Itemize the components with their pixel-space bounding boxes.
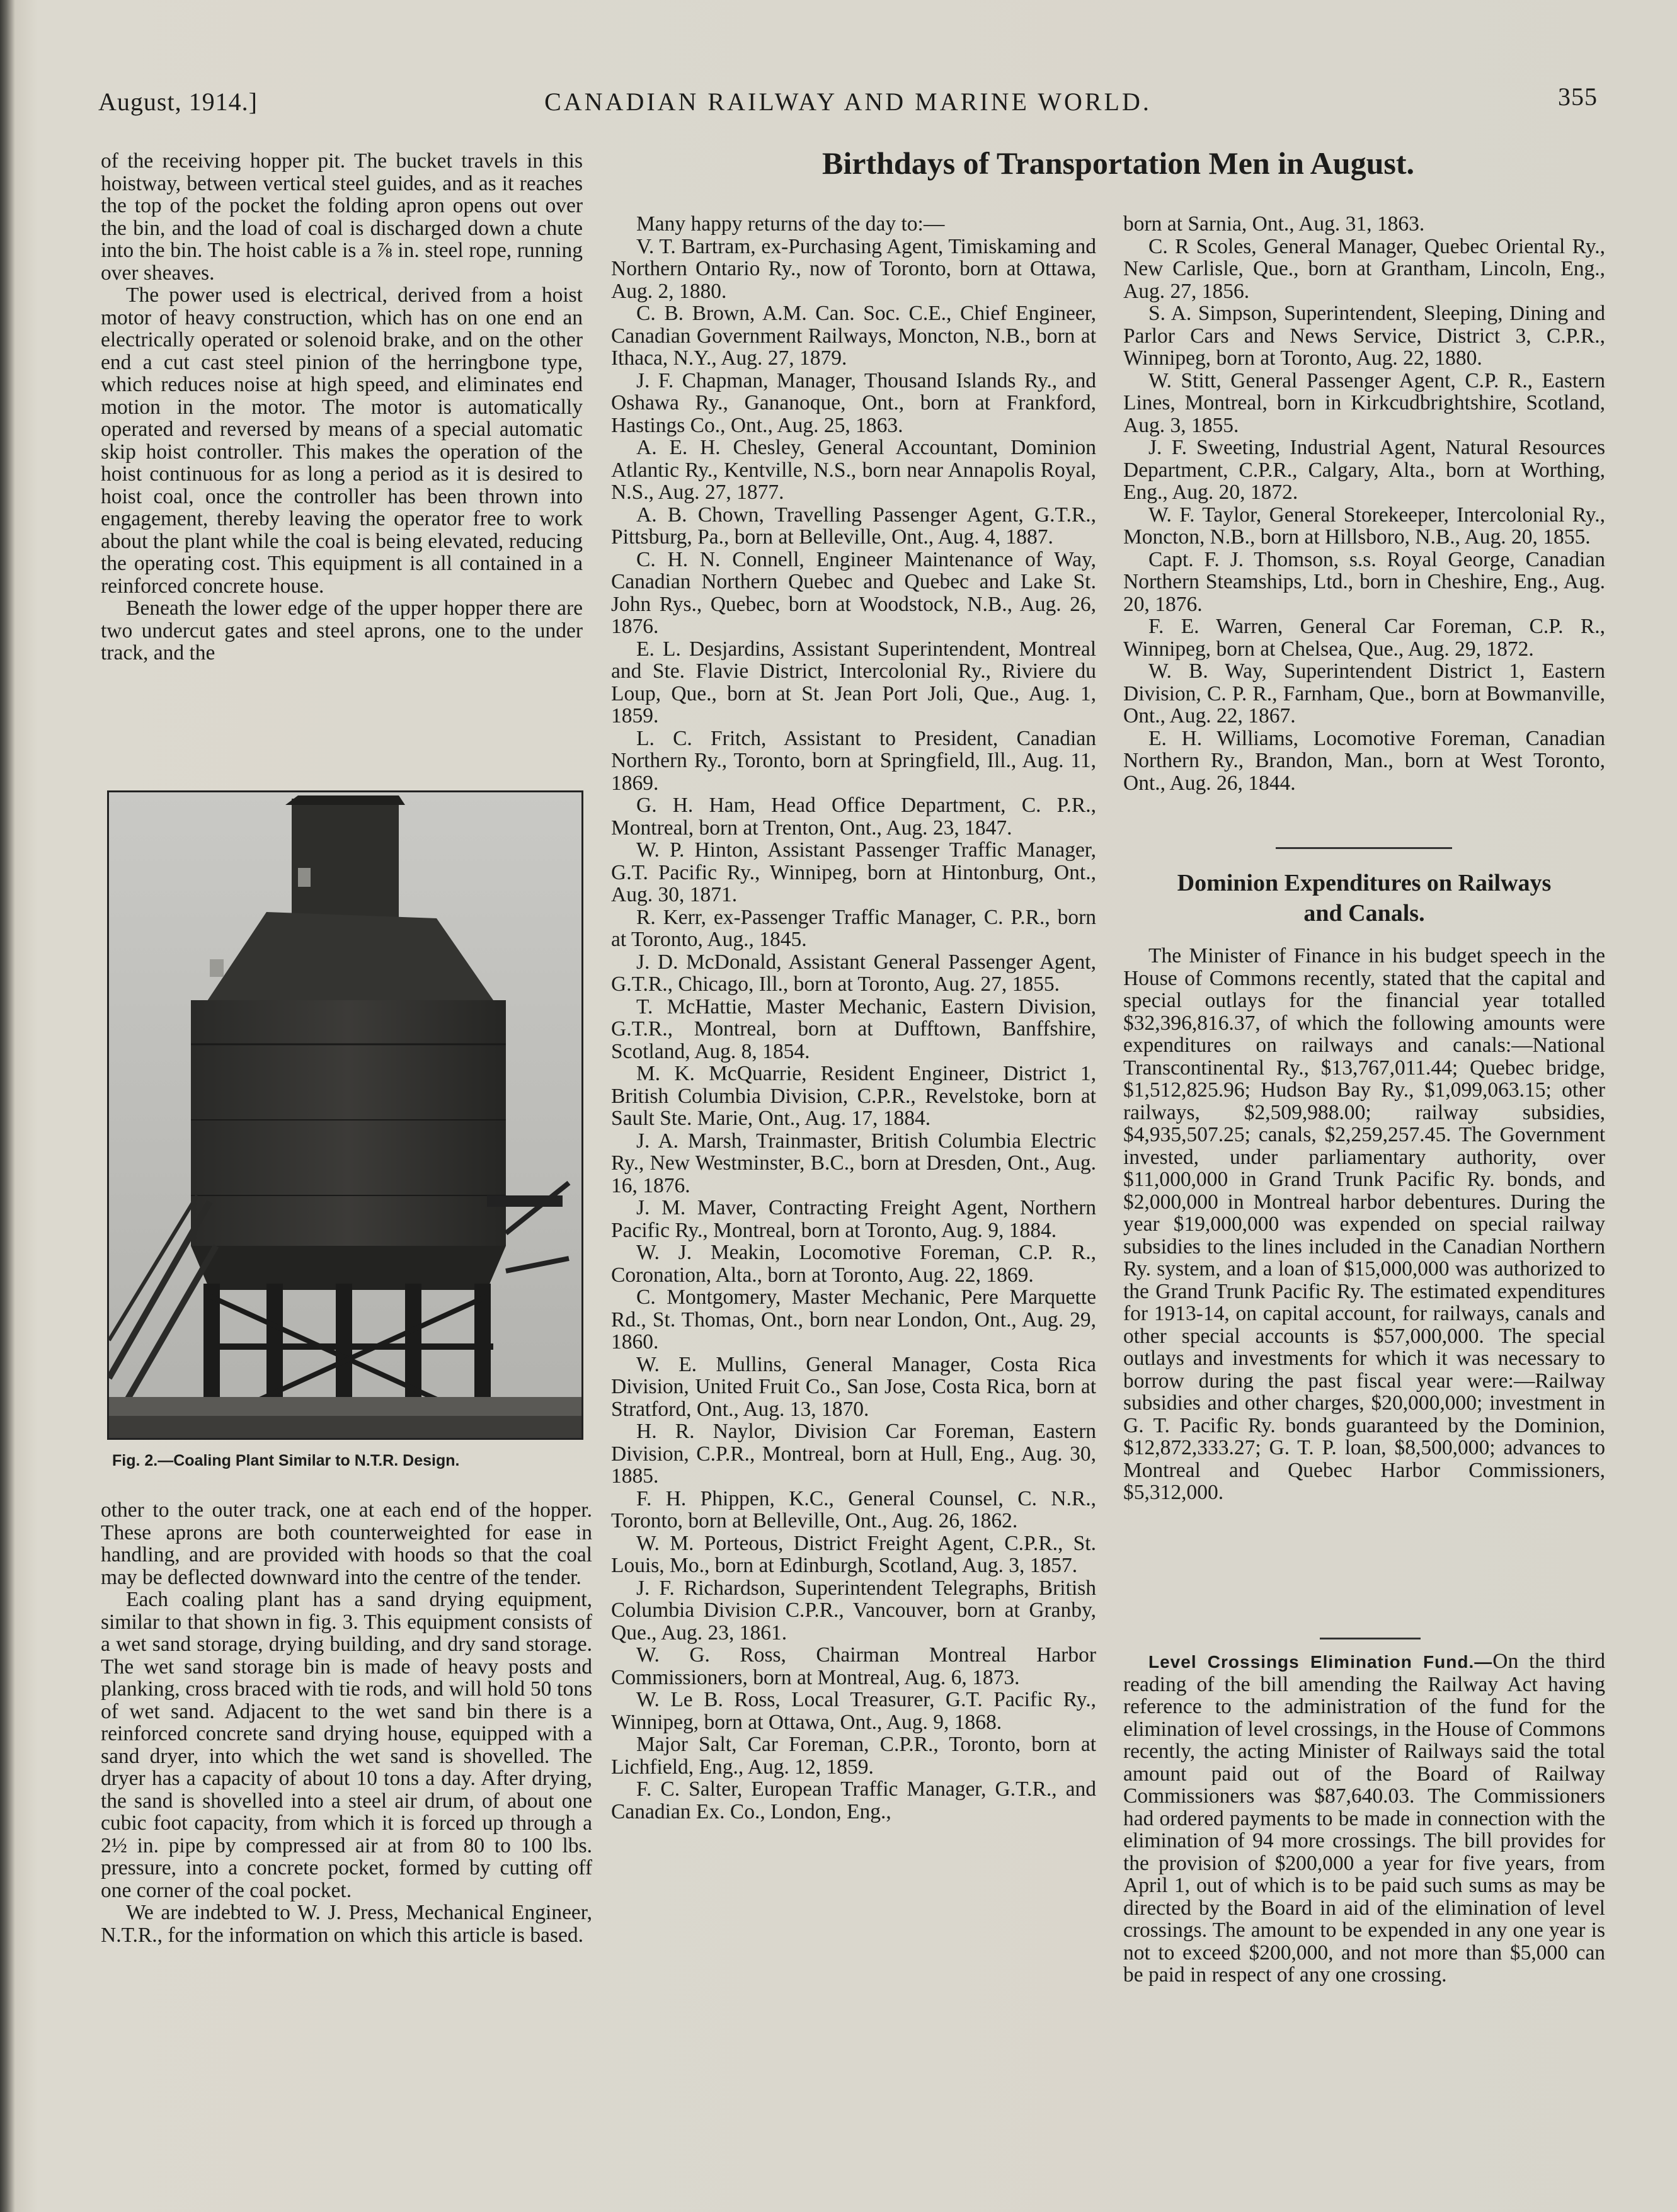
birthday-entry: F. H. Phippen, K.C., General Counsel, C. N.R., Toronto, born at Belleville, Ont., Aug. 26, 1862. (611, 1486, 1096, 1532)
birthdays-heading: Birthdays of Transportation Men in August. (822, 145, 1414, 181)
birthday-entry: W. G. Ross, Chairman Montreal Harbor Commissioners, born at Montreal, Aug. 6, 1873. (611, 1643, 1096, 1689)
birthday-entry: J. A. Marsh, Trainmaster, British Columbia Electric Ry., New Westminster, B.C., born at Dresden, Ont., Aug. 16, 1876. (611, 1129, 1096, 1197)
birthday-entry: A. B. Chown, Travelling Passenger Agent, G.T.R., Pittsburg, Pa., born at Belleville, Ont., Aug. 4, 1887. (611, 503, 1096, 549)
issue-date: August, 1914.] (98, 88, 258, 116)
coaling-plant-image (109, 792, 581, 1438)
birthday-entry: J. M. Maver, Contracting Freight Agent, Northern Pacific Ry., Montreal, born at Toronto, Aug. 9, 1884. (611, 1196, 1096, 1242)
birthday-entry: Major Salt, Car Foreman, C.P.R., Toronto, born at Lichfield, Eng., Aug. 12, 1859. (611, 1733, 1096, 1779)
paragraph: Beneath the lower edge of the upper hopper there are two undercut gates and steel aprons, one to the under track, and the (101, 596, 583, 664)
birthday-entry: S. A. Simpson, Superintendent, Sleeping, Dining and Parlor Cars and News Service, District 3, C.P.R., Winnipeg, born at Toronto, Aug. 22, 1880. (1123, 302, 1605, 370)
birthday-entry: J. F. Sweeting, Industrial Agent, Natural Resources Department, C.P.R., Calgary, Alta., born at Worthing, Eng., Aug. 20, 1872. (1123, 436, 1605, 504)
birthday-entry: F. E. Warren, General Car Foreman, C.P. R., Winnipeg, born at Chelsea, Que., Aug. 29, 1872. (1123, 615, 1605, 661)
birthday-entry: H. R. Naylor, Division Car Foreman, Eastern Division, C.P.R., Montreal, born at Hull, Eng., Aug. 30, 1885. (611, 1420, 1096, 1488)
birthday-entry: J. D. McDonald, Assistant General Passenger Agent, G.T.R., Chicago, Ill., born at Toronto, Aug. 27, 1855. (611, 950, 1096, 996)
section-divider (1320, 1638, 1421, 1639)
paragraph: other to the outer track, one at each end of the hopper. These aprons are both counterweighted for ease in handling, and are provided with hoods so that the coal may be deflected downward into the centre of the tender. (101, 1498, 592, 1589)
expenditures-article (1123, 945, 1605, 1504)
level-crossings-body: On the third reading of the bill amending the Railway Act having reference to the administration of the fund for the elimination of level crossings, in the House of Commons recently, the acting Minister of Railways said the total amount paid out of the Board of Railway Commissioners was $87,640.03. The Commissioners had ordered payments to be made in connection with the elimination of 94 more crossings. The bill provides for the provision of $200,000 a year for five years, from April 1, out of which is to be paid such sums as may be directed by the Board in aid of the elimination of level crossings. The amount to be expended in any one year is not to exceed $200,000, and not more than $5,000 can be paid in respect of any one crossing. (1123, 1650, 1606, 1987)
birthday-entry: F. C. Salter, European Traffic Manager, G.T.R., and Canadian Ex. Co., London, Eng., (611, 1777, 1096, 1823)
birthday-entry: W. B. Way, Superintendent District 1, Eastern Division, C. P. R., Farnham, Que., born at Bowmanville, Ont., Aug. 22, 1867. (1123, 659, 1605, 727)
birthday-entry: E. L. Desjardins, Assistant Superintendent, Montreal and Ste. Flavie District, Intercolonial Ry., Riviere du Loup, Que., born at St. Jean Port Joli, Que., Aug. 1, 1859. (611, 637, 1096, 727)
birthday-entry: C. R Scoles, General Manager, Quebec Oriental Ry., New Carlisle, Que., born at Grantham, Lincoln, Eng., Aug. 27, 1856. (1123, 234, 1605, 303)
expenditures-heading-line1: Dominion Expenditures on Railways (1177, 870, 1552, 896)
birthday-entry: W. F. Taylor, General Storekeeper, Intercolonial Ry., Moncton, N.B., born at Hillsboro, N.B., Aug. 20, 1855. (1123, 503, 1605, 549)
paragraph: of the receiving hopper pit. The bucket travels in this hoistway, between vertical steel guides, and as it reaches the top of the pocket the folding apron opens out over the bin, and the load of coal is discharged down a chute into the bin. The hoist cable is a ⅞ in. steel rope, running over sheaves. (101, 149, 583, 285)
expenditures-heading (1123, 868, 1605, 928)
birthday-entry: W. P. Hinton, Assistant Passenger Traffic Manager, G.T. Pacific Ry., Winnipeg, born at Hintonburg, Ont., Aug. 30, 1871. (611, 838, 1096, 906)
birthday-entry: Capt. F. J. Thomson, s.s. Royal George, Canadian Northern Steamships, Ltd., born in Cheshire, Eng., Aug. 20, 1876. (1123, 547, 1605, 616)
expenditures-body: The Minister of Finance in his budget speech in the House of Commons recently, stated that the capital and special outlays for the financial year totalled $32,396,816.37, of which the following amounts were expenditures on railways and canals:—National Transcontinental Ry., $13,767,011.44; Quebec bridge, $1,512,825.96; Hudson Bay Ry., $1,099,063.15; other railways, $2,509,988.00; railway subsidies, $4,935,507.25; canals, $2,259,257.45. The Government invested, under parliamentary authority, over $11,000,000 in Grand Trunk Pacific Ry. bonds, and $2,000,000 in Montreal harbor debentures. During the year $19,000,000 was expended on special railway subsidies to the lines included in the Canadian Northern Ry. system, and a loan of $15,000,000 was authorized to the Grand Trunk Pacific Ry. The estimated expenditures for 1913-14, on capital account, for railways, canals and other special accounts is $57,000,000. The special outlays and investments for which it was necessary to borrow during the past fiscal year were:—Railway subsidies and other charges, $20,000,000; investment in G. T. Pacific Ry. bonds guaranteed by the Dominion, $12,872,333.27; G. T. P. loan, $8,500,000; advances to Montreal and Quebec Harbor Commissioners, $5,312,000. (1123, 944, 1605, 1504)
section-divider (1276, 847, 1452, 849)
birthdays-intro: Many happy returns of the day to:— (636, 212, 945, 236)
left-column-bottom (101, 1499, 592, 1946)
level-crossings-lead: Level Crossings Elimination Fund.— (1148, 1652, 1493, 1672)
birthday-entry: W. Le B. Ross, Local Treasurer, G.T. Pacific Ry., Winnipeg, born at Ottawa, Ont., Aug. 9, 1868. (611, 1688, 1096, 1734)
birthday-entry: V. T. Bartram, ex-Purchasing Agent, Timiskaming and Northern Ontario Ry., now of Toronto, born at Ottawa, Aug. 2, 1880. (611, 234, 1096, 303)
birthday-entry: W. Stitt, General Passenger Agent, C.P. R., Eastern Lines, Montreal, born in Kirkcudbrightshire, Scotland, Aug. 3, 1855. (1123, 368, 1605, 437)
level-crossings-article (1123, 1650, 1605, 1987)
birthday-entry: E. H. Williams, Locomotive Foreman, Canadian Northern Ry., Brandon, Man., born at West Toronto, Ont., Aug. 26, 1844. (1123, 726, 1605, 795)
birthday-entry: C. Montgomery, Master Mechanic, Pere Marquette Rd., St. Thomas, Ont., born near London, Ont., Aug. 29, 1860. (611, 1286, 1096, 1354)
birthdays-column-two (611, 213, 1096, 1823)
paragraph: We are indebted to W. J. Press, Mechanical Engineer, N.T.R., for the information on which this article is based. (101, 1901, 592, 1947)
birthday-entry: W. J. Meakin, Locomotive Foreman, C.P. R., Coronation, Alta., born at Toronto, Aug. 22, 1869. (611, 1241, 1096, 1287)
birthday-entry: born at Sarnia, Ont., Aug. 31, 1863. (1123, 212, 1425, 236)
birthday-entry: J. F. Chapman, Manager, Thousand Islands Ry., and Oshawa Ry., Gananoque, Ont., born at Frankford, Hastings Co., Ont., Aug. 25, 1863. (611, 368, 1096, 437)
birthday-entry: R. Kerr, ex-Passenger Traffic Manager, C. P.R., born at Toronto, Aug., 1845. (611, 905, 1096, 951)
coaling-plant-photo (107, 790, 583, 1440)
paragraph: The power used is electrical, derived from a hoist motor of heavy construction, which has on one end an electrically operated or solenoid brake, and on the other end a cut cast steel pinion of the herringbone type, which reduces noise at high speed, and eliminates end motion in the motor. The motor is automatically operated and reversed by means of a special automatic skip hoist controller. This makes the operation of the hoist continuous for as long a period as it is desired to hoist coal, once the controller has been thrown into engagement, thereby leaving the operator free to work about the plant while the coal is being elevated, reducing the operating cost. This equipment is all contained in a reinforced concrete house. (101, 283, 583, 598)
birthday-entry: C. B. Brown, A.M. Can. Soc. C.E., Chief Engineer, Canadian Government Railways, Moncton, N.B., born at Ithaca, N.Y., Aug. 27, 1879. (611, 302, 1096, 370)
birthday-entry: W. E. Mullins, General Manager, Costa Rica Division, United Fruit Co., San Jose, Costa Rica, born at Stratford, Ont., Aug. 13, 1870. (611, 1352, 1096, 1421)
birthday-entry: A. E. H. Chesley, General Accountant, Dominion Atlantic Ry., Kentville, N.S., born near Annapolis Royal, N.S., Aug. 27, 1877. (611, 436, 1096, 504)
birthday-entry: W. M. Porteous, District Freight Agent, C.P.R., St. Louis, Mo., born at Edinburgh, Scotland, Aug. 3, 1857. (611, 1531, 1096, 1577)
expenditures-heading-line2: and Canals. (1303, 900, 1425, 926)
birthday-entry: L. C. Fritch, Assistant to President, Canadian Northern Ry., Toronto, born at Springfield, Ill., Aug. 11, 1869. (611, 726, 1096, 795)
running-head (98, 83, 1598, 125)
figure-caption: Fig. 2.—Coaling Plant Similar to N.T.R. Design. (112, 1452, 460, 1469)
birthday-entry: M. K. McQuarrie, Resident Engineer, District 1, British Columbia Division, C.P.R., Revelstoke, born at Sault Ste. Marie, Ont., Aug. 17, 1884. (611, 1062, 1096, 1130)
birthday-entry: C. H. N. Connell, Engineer Maintenance of Way, Canadian Northern Quebec and Quebec and Lake St. John Rys., Quebec, born at Woodstock, N.B., Aug. 26, 1876. (611, 547, 1096, 638)
publication-title: CANADIAN RAILWAY AND MARINE WORLD. (544, 88, 1152, 116)
left-column-top (101, 150, 583, 664)
birthdays-column-three (1123, 213, 1605, 794)
page-number: 355 (1558, 83, 1598, 111)
paragraph: Each coaling plant has a sand drying equipment, similar to that shown in fig. 3. This equipment consists of a wet sand storage, drying building, and dry sand storage. The wet sand storage bin is made of heavy posts and planking, cross braced with tie rods, and will hold 50 tons of wet sand. Adjacent to the wet sand bin there is a reinforced concrete sand drying house, equipped with a sand dryer, into which the wet sand is shovelled. The dryer has a capacity of about 10 tons a day. After drying, the sand is shovelled into a steel air drum, of about one cubic foot capacity, from which it is forced up through a 2½ in. pipe by compressed air at from 80 to 100 lbs. pressure, into a concrete pocket, formed by cutting off one corner of the coal pocket. (101, 1588, 592, 1902)
birthday-entry: J. F. Richardson, Superintendent Telegraphs, British Columbia Division C.P.R., Vancouver, born at Granby, Que., Aug. 23, 1861. (611, 1576, 1096, 1645)
birthday-entry: T. McHattie, Master Mechanic, Eastern Division, G.T.R., Montreal, born at Dufftown, Banffshire, Scotland, Aug. 8, 1854. (611, 995, 1096, 1063)
birthday-entry: G. H. Ham, Head Office Department, C. P.R., Montreal, born at Trenton, Ont., Aug. 23, 1847. (611, 794, 1096, 840)
